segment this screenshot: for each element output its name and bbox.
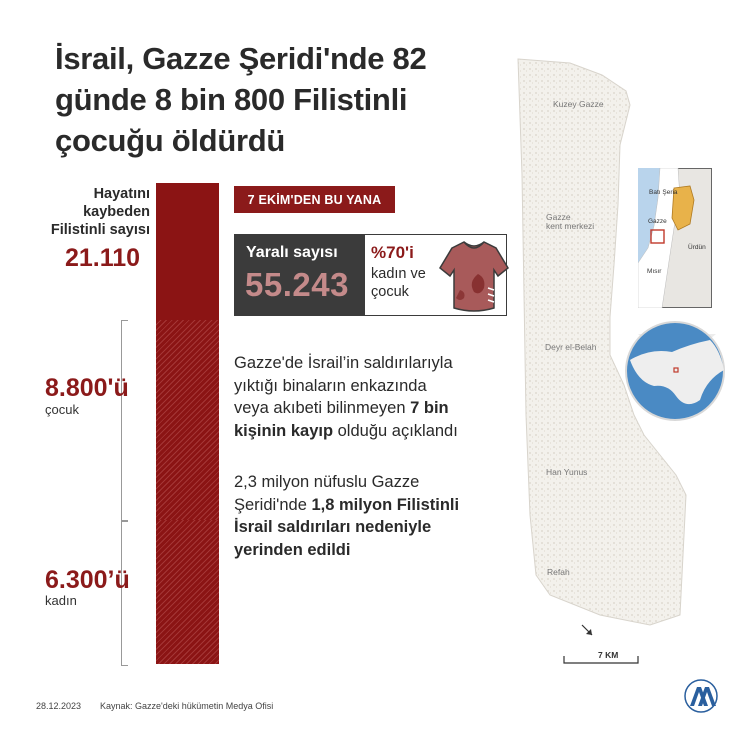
- wounded-pct-sub: [371, 265, 426, 301]
- displaced-line-4: [234, 539, 459, 562]
- inset-label-jordan: Ürdün: [688, 244, 706, 251]
- women-value: 6.300’ü: [45, 566, 130, 594]
- map-label-north-gaza: Kuzey Gazze: [553, 99, 604, 109]
- headline-line-1: İsrail, Gazze Şeridi'nde 82: [55, 41, 427, 76]
- women-label: kadın: [45, 593, 77, 608]
- map-label-deir-al-balah: Deyr el-Belah: [545, 342, 597, 352]
- missing-line-4b: olduğu açıklandı: [333, 421, 458, 440]
- killed-label-line-2: kaybeden: [83, 204, 150, 220]
- missing-line-4: [234, 420, 458, 443]
- wounded-pct: %70'i: [371, 243, 414, 262]
- killed-total: 21.110: [65, 244, 141, 272]
- wounded-pct-sub-1: kadın ve: [371, 266, 426, 282]
- missing-line-4a: kişinin kayıp: [234, 421, 334, 440]
- inset-label-egypt: Mısır: [647, 268, 662, 275]
- missing-line-3a: veya akıbeti bilinmeyen: [234, 399, 411, 417]
- inset-label-gaza: Gazze: [648, 218, 667, 225]
- scale-label: 7 KM: [598, 650, 619, 660]
- wounded-pct-sub-2: çocuk: [371, 284, 409, 300]
- bar-total-segment: [156, 183, 219, 320]
- headline: [55, 38, 485, 161]
- map-label-gaza-city-1: Gazze: [546, 212, 571, 222]
- killed-label-line-1: Hayatını: [93, 186, 150, 202]
- killed-label-line-3: Filistinli sayısı: [50, 222, 150, 238]
- bar-women-segment: [156, 520, 219, 664]
- displaced-line-2a: Şeridi'nde: [234, 495, 312, 514]
- bar-children-segment: [156, 320, 219, 520]
- displaced-paragraph: [234, 471, 459, 561]
- headline-line-2: günde 8 bin 800 Filistinli: [55, 82, 408, 117]
- displaced-line-3: [234, 516, 459, 539]
- children-bracket: [121, 320, 128, 522]
- publish-date: 28.12.2023: [36, 701, 82, 711]
- missing-line-3: [234, 397, 458, 420]
- displaced-line-4b: yerinden edildi: [234, 540, 351, 559]
- wounded-value: 55.243: [245, 266, 349, 303]
- since-badge: 7 EKİM'DEN BU YANA: [234, 186, 395, 213]
- children-label: çocuk: [45, 402, 79, 417]
- inset-label-west-bank: Batı Şeria: [649, 189, 678, 196]
- displaced-line-3b: İsrail saldırıları nedeniyle: [234, 518, 432, 536]
- headline-line-3: çocuğu öldürdü: [55, 123, 285, 158]
- map-label-gaza-city-2: kent merkezi: [546, 221, 595, 231]
- missing-line-3b: 7 bin: [410, 399, 449, 417]
- missing-line-2: yıktığı binaların enkazında: [234, 376, 427, 395]
- missing-line-1: Gazze'de İsrail’in saldırılarıyla: [234, 354, 453, 372]
- north-arrow-icon: [578, 621, 598, 641]
- map-label-khan-yunis: Han Yunus: [546, 467, 588, 477]
- children-value: 8.800'ü: [45, 374, 129, 402]
- map-label-rafah: Refah: [547, 567, 570, 577]
- globe-locator: [620, 300, 730, 430]
- bloody-shirt-icon: [438, 234, 510, 321]
- aa-logo: [684, 679, 718, 718]
- killed-label: [51, 185, 150, 239]
- displaced-line-1: 2,3 milyon nüfuslu Gazze: [234, 473, 420, 491]
- wounded-label: Yaralı sayısı: [246, 244, 338, 261]
- source-note: Kaynak: Gazze'deki hükümetin Medya Ofisi: [100, 701, 274, 711]
- displaced-line-2: [234, 494, 459, 517]
- missing-paragraph: [234, 352, 458, 442]
- displaced-line-2b: 1,8 milyon Filistinli: [311, 495, 460, 514]
